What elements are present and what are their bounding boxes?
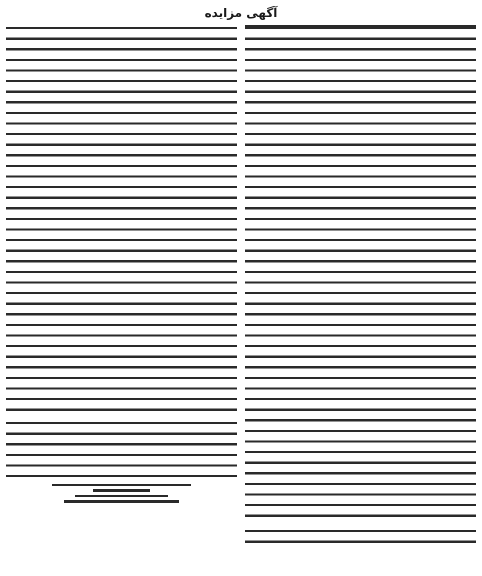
notice-paragraph [6,23,237,415]
signature-line [75,495,167,497]
signature-line [64,500,180,502]
notice-column-left [6,23,237,570]
notice-columns [6,23,476,570]
signature-line [52,484,191,486]
notice-paragraph [6,418,237,478]
notice-paragraph [245,526,476,546]
notice-signature-block [6,484,237,524]
signature-line [93,489,151,491]
notice-column-right [245,23,476,570]
notice-paragraph [245,23,476,523]
notice-title: آگهی مزایده [204,6,278,20]
